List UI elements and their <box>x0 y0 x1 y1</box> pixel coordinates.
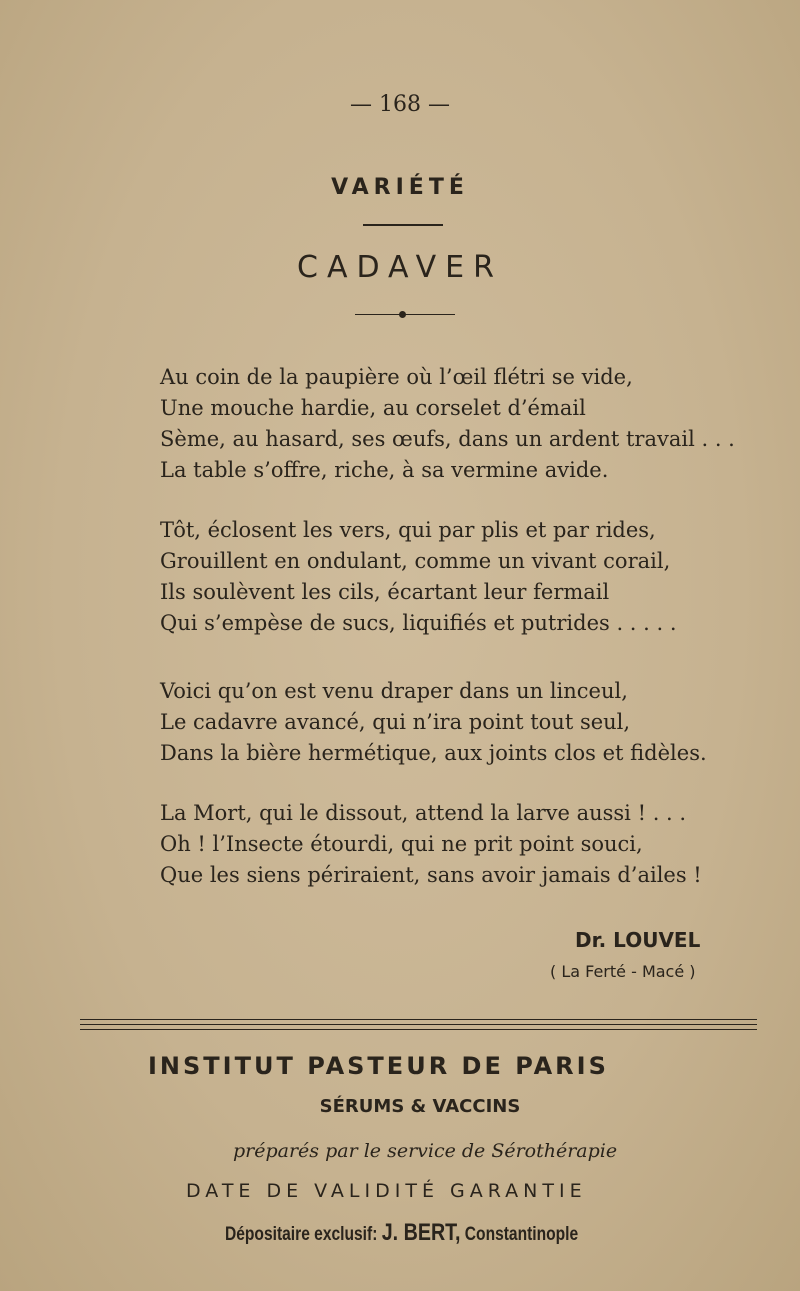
ad-institute-name: INSTITUT PASTEUR DE PARIS <box>148 1052 609 1080</box>
ad-guarantee: DATE DE VALIDITÉ GARANTIE <box>186 1180 587 1202</box>
verse: Grouillent en ondulant, comme un vivant corail, <box>160 549 671 573</box>
author-place: ( La Ferté - Macé ) <box>550 962 696 981</box>
ornament-dot <box>399 311 406 318</box>
ad-depositary-city: Constantinople <box>464 1224 579 1245</box>
stanza-3 <box>160 676 707 769</box>
verse: Qui s’empèse de sucs, liquifiés et putrides . . . . . <box>160 611 677 635</box>
verse: Une mouche hardie, au corselet d’émail <box>160 396 586 420</box>
page-number: — 168 — <box>350 92 450 117</box>
ad-products: SÉRUMS & VACCINS <box>319 1096 521 1117</box>
separator-rule-middle <box>80 1024 757 1025</box>
verse: Au coin de la paupière où l’œil flétri se vide, <box>160 365 633 389</box>
verse: Que les siens périraient, sans avoir jamais d’ailes ! <box>160 863 702 887</box>
ad-prepared-by: préparés par le service de Sérothérapie <box>233 1140 618 1162</box>
stanza-2 <box>160 515 677 639</box>
title-divider <box>363 224 443 226</box>
verse: La table s’offre, riche, à sa vermine avide. <box>160 458 609 482</box>
verse: Oh ! l’Insecte étourdi, qui ne prit point souci, <box>160 832 643 856</box>
verse: La Mort, qui le dissout, attend la larve aussi ! . . . <box>160 801 687 825</box>
verse: Dans la bière hermétique, aux joints clos et fidèles. <box>160 741 707 765</box>
verse: Sème, au hasard, ses œufs, dans un ardent travail . . . <box>160 427 735 451</box>
author-name: Dr. LOUVEL <box>575 928 701 952</box>
ad-depositary-label: Dépositaire exclusif: <box>225 1224 378 1245</box>
section-title: VARIÉTÉ <box>331 175 469 200</box>
verse: Ils soulèvent les cils, écartant leur fermail <box>160 580 610 604</box>
separator-rule-top <box>80 1019 757 1020</box>
verse: Voici qu’on est venu draper dans un linceul, <box>160 679 628 703</box>
ad-depositary-name: J. BERT, <box>381 1219 461 1246</box>
verse: Tôt, éclosent les vers, qui par plis et par rides, <box>160 518 656 542</box>
ad-depositary <box>225 1219 578 1247</box>
stanza-1 <box>160 362 735 486</box>
separator-rule-bottom <box>80 1029 757 1030</box>
stanza-4 <box>160 798 702 891</box>
verse: Le cadavre avancé, qui n’ira point tout seul, <box>160 710 631 734</box>
poem-title: CADAVER <box>297 250 503 285</box>
